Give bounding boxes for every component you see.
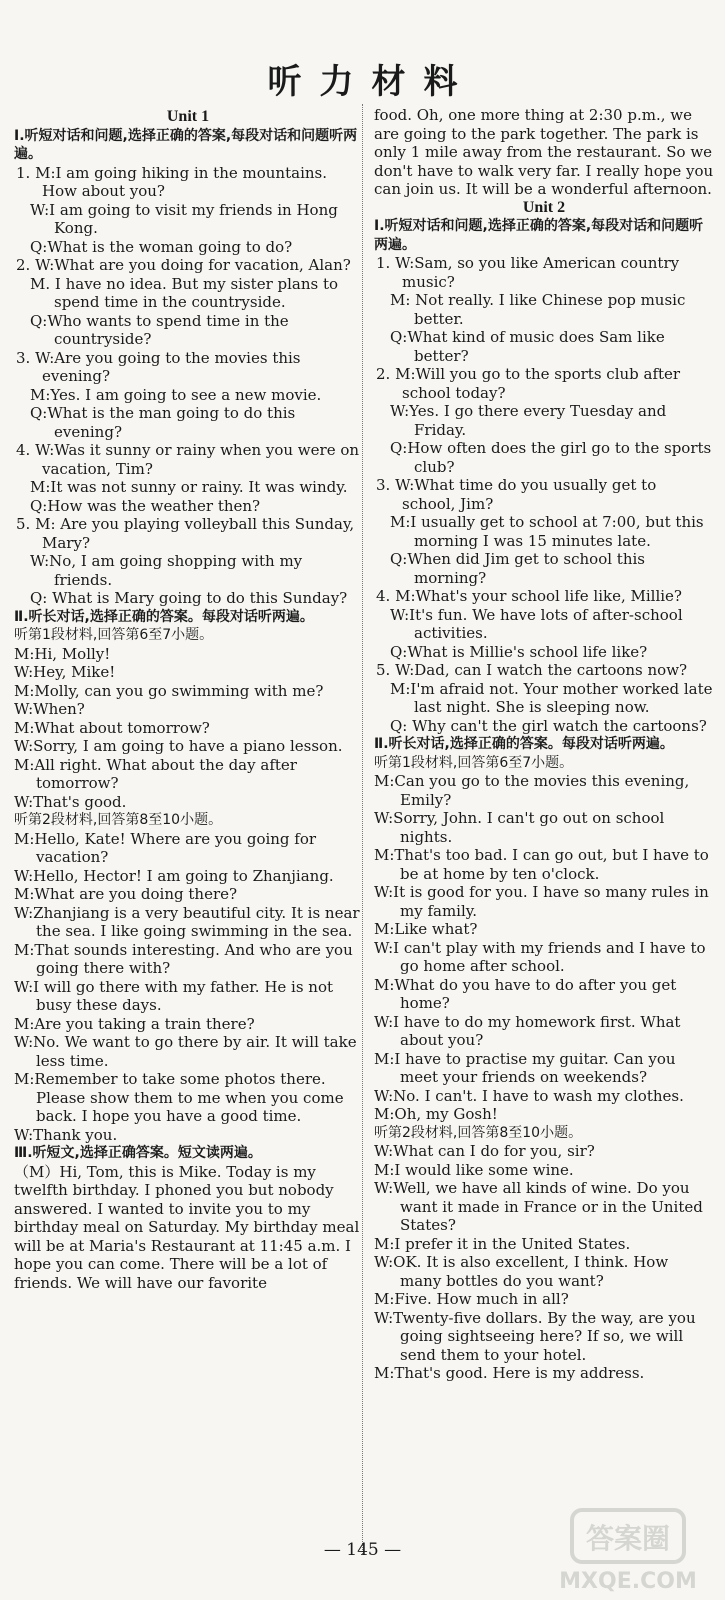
speaker-line: W:No, I am going shopping with my friends. — [30, 552, 303, 589]
dialogue-line: M:That's too bad. I can go out, but I have to be at home by ten o'clock. — [374, 846, 709, 883]
speaker-line: Q:What kind of music does Sam like better? — [390, 328, 665, 365]
dialogue-line: M:All right. What about the day after tomorrow? — [14, 755, 297, 792]
dialogue-line: W:Hello, Hector! I am going to Zhanjiang. — [14, 866, 334, 885]
dialogue-line: M:Like what? — [374, 920, 478, 938]
dialogue-intro: 听第1段材料,回答第6至7小题。 — [14, 627, 214, 643]
section-heading: Ⅲ.听短文,选择正确答案。短文读两遍。 — [14, 1145, 262, 1161]
speaker-line: Q:What is the woman going to do? — [30, 237, 293, 256]
unit-heading: Unit 1 — [166, 108, 210, 125]
dialogue-line: M:I have to practise my guitar. Can you meet your friends on weekends? — [374, 1049, 676, 1086]
question-item: 3. W:What time do you usually get to school, Jim? — [376, 476, 657, 513]
speaker-line: W:I am going to visit my friends in Hong Kong. — [30, 200, 338, 237]
dialogue-line: W:Hey, Mike! — [14, 663, 116, 681]
dialogue-line: W:I will go there with my father. He is not busy these days. — [14, 977, 334, 1014]
speaker-line: Q: Why can't the girl watch the cartoons? — [390, 716, 707, 735]
dialogue-line: W:OK. It is also excellent, I think. How many bottles do you want? — [374, 1253, 669, 1290]
speaker-line: Q:How often does the girl go to the sports club? — [390, 439, 712, 476]
speaker-line: Q:Who wants to spend time in the countryside? — [30, 311, 289, 348]
dialogue-intro: 听第2段材料,回答第8至10小题。 — [374, 1124, 583, 1141]
page-title: 听力材料 — [267, 62, 476, 102]
speaker-line: M:It was not sunny or rainy. It was windy. — [30, 478, 348, 496]
dialogue-line: W:Twenty-five dollars. By the way, are you going sightseeing here? If so, we will send them to your hotel. — [374, 1308, 696, 1364]
dialogue-line: M:Remember to take some photos there. Please show them to me when you come back. I hope you have a good time. — [14, 1070, 344, 1125]
dialogue-line: W:When? — [14, 700, 85, 718]
dialogue-line: M:I prefer it in the United States. — [374, 1234, 631, 1253]
dialogue-line: M:What are you doing there? — [14, 885, 238, 903]
speaker-line: Q:When did Jim get to school this morning? — [390, 550, 645, 587]
unit-heading: Unit 2 — [522, 198, 566, 216]
speaker-line: M. I have no idea. But my sister plans to spend time in the countryside. — [30, 274, 339, 311]
watermark-logo — [538, 1500, 718, 1600]
dialogue-line: M:What do you have to do after you get home? — [374, 975, 677, 1012]
dialogue-line: W:Well, we have all kinds of wine. Do you want it made in France or in the United States? — [374, 1179, 703, 1234]
speaker-line: M:Yes. I am going to see a new movie. — [30, 385, 322, 404]
dialogue-line: M:Can you go to the movies this evening, Emily? — [374, 772, 690, 809]
question-item: 4. M:What's your school life like, Millie? — [376, 587, 682, 605]
dialogue-line: M:Hello, Kate! Where are you going for vacation? — [14, 829, 317, 866]
dialogue-line: M:Five. How much in all? — [374, 1290, 569, 1308]
section-heading: Ⅱ.听长对话,选择正确的答案。每段对话听两遍。 — [374, 736, 674, 752]
question-item: 2. M:Will you go to the sports club after school today? — [376, 365, 681, 402]
speaker-line: W:It's fun. We have lots of after-school activities. — [390, 605, 683, 642]
dialogue-line: W:Thank you. — [14, 1125, 118, 1144]
speaker-line: Q:What is the man going to do this evening? — [30, 404, 296, 441]
section-heading: Ⅰ.听短对话和问题,选择正确的答案,每段对话和问题听两遍。 — [374, 218, 704, 253]
dialogue-line: M:Hi, Molly! — [14, 644, 111, 663]
dialogue-line: W:Sorry, John. I can't go out on school nights. — [374, 809, 665, 846]
section-heading: Ⅰ.听短对话和问题,选择正确的答案,每段对话和问题听两遍。 — [14, 127, 358, 162]
speaker-line: M: Not really. I like Chinese pop music better. — [390, 291, 686, 328]
speaker-line: M:I'm afraid not. Your mother worked late last night. She is sleeping now. — [390, 679, 713, 716]
dialogue-intro: 听第2段材料,回答第8至10小题。 — [14, 812, 223, 828]
watermark-text: MXQE.COM — [559, 1569, 697, 1594]
dialogue-line: M:That sounds interesting. And who are you going there with? — [14, 940, 353, 977]
svg-text:答案圈: 答案圈 — [585, 1522, 671, 1555]
speaker-line: M:I usually get to school at 7:00, but this morning I was 15 minutes late. — [390, 513, 704, 550]
speaker-line: Q:How was the weather then? — [30, 496, 261, 515]
speaker-line: Q: What is Mary going to do this Sunday? — [30, 589, 348, 607]
dialogue-line: M:Molly, can you go swimming with me? — [14, 681, 324, 700]
left-column — [14, 108, 362, 1292]
question-item: 3. W:Are you going to the movies this evening? — [16, 348, 301, 385]
dialogue-line: W:That's good. — [14, 792, 127, 811]
passage-text: （M）Hi, Tom, this is Mike. Today is my twelfth birthday. I phoned you but nobody answered. I wanted to invite you to my birthday meal on Saturday. My birthday meal will be at Maria's Restaurant at 11:45 a.m. I hope you can come. There will be a lot of friends. We will have our favorite — [14, 1162, 360, 1292]
passage-text: food. Oh, one more thing at 2:30 p.m., we are going to the park together. The park is only 1 mile away from the restaurant. So we don't have to walk very far. I really hope you can join us. It will be a wonderful afternoon. — [374, 106, 714, 198]
dialogue-line: W:No. We want to go there by air. It will take less time. — [14, 1033, 357, 1070]
dialogue-line: M:I would like some wine. — [374, 1160, 574, 1179]
dialogue-line: W:I have to do my homework first. What about you? — [374, 1012, 681, 1049]
dialogue-intro: 听第1段材料,回答第6至7小题。 — [374, 754, 574, 771]
section-heading: Ⅱ.听长对话,选择正确的答案。每段对话听两遍。 — [14, 608, 314, 625]
question-item: 4. W:Was it sunny or rainy when you were on vacation, Tim? — [16, 441, 360, 478]
question-item: 1. M:I am going hiking in the mountains. How about you? — [16, 163, 327, 200]
dialogue-line: M:What about tomorrow? — [14, 718, 210, 737]
column-divider — [362, 104, 363, 1554]
question-item: 5. W:Dad, can I watch the cartoons now? — [376, 661, 688, 679]
speaker-line: Q:What is Millie's school life like? — [390, 642, 648, 661]
dialogue-line: W:I can't play with my friends and I have to go home after school. — [374, 938, 706, 975]
page-number: — 145 — — [323, 1540, 402, 1560]
speaker-line: W:Yes. I go there every Tuesday and Friday. — [390, 402, 667, 439]
question-item: 5. M: Are you playing volleyball this Sunday, Mary? — [16, 515, 355, 552]
dialogue-line: W:It is good for you. I have so many rules in my family. — [374, 883, 709, 920]
dialogue-line: M:Oh, my Gosh! — [374, 1105, 498, 1123]
dialogue-line: W:No. I can't. I have to wash my clothes. — [374, 1086, 684, 1105]
right-column — [374, 106, 714, 1383]
question-item: 2. W:What are you doing for vacation, Alan? — [16, 256, 351, 274]
dialogue-line: W:Sorry, I am going to have a piano lesson. — [14, 737, 343, 755]
question-item: 1. W:Sam, so you like American country music? — [376, 254, 680, 291]
dialogue-line: M:That's good. Here is my address. — [374, 1364, 645, 1382]
dialogue-line: W:Zhanjiang is a very beautiful city. It is near the sea. I like going swimming in the sea. — [14, 903, 360, 940]
dialogue-line: W:What can I do for you, sir? — [374, 1142, 595, 1160]
dialogue-line: M:Are you taking a train there? — [14, 1014, 255, 1033]
